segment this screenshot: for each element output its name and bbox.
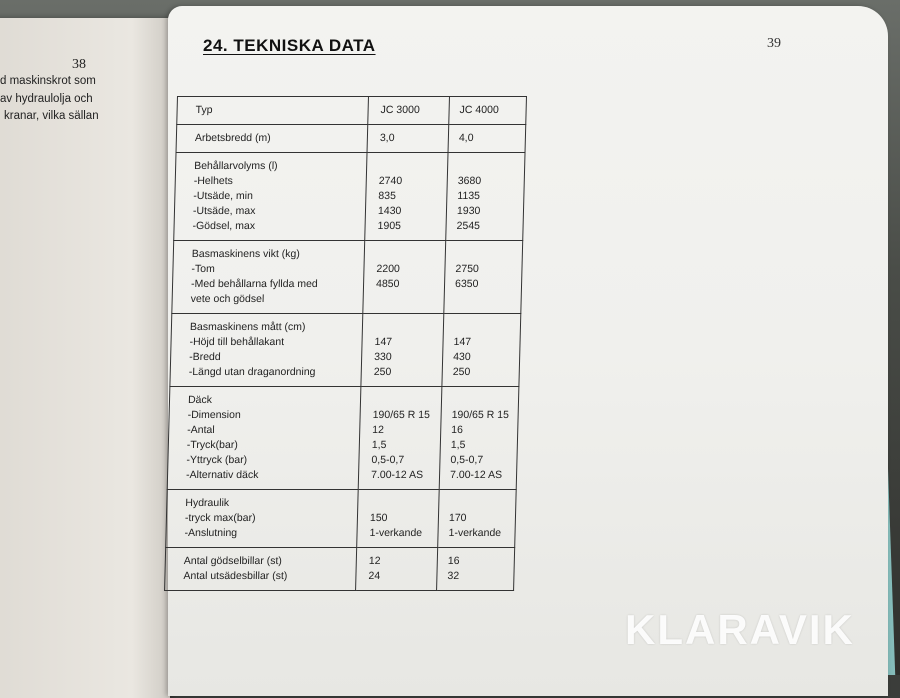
cell-line: -Utsäde, min — [193, 190, 254, 202]
jc4000-value-cell — [446, 153, 525, 241]
table-row — [177, 97, 527, 125]
cell-line: -Med behållarna fyllda med — [190, 278, 318, 290]
table-row — [176, 125, 526, 153]
cell-line: 3680 — [457, 175, 482, 187]
jc3000-value-cell — [361, 314, 444, 387]
table-row — [170, 314, 521, 387]
cell-line: 150 — [369, 512, 388, 524]
jc3000-value-cell — [363, 241, 446, 314]
cell-line: -Höjd till behållakant — [189, 336, 285, 348]
row-label-cell — [177, 97, 369, 125]
cell-line — [454, 292, 514, 307]
cell-line: 6350 — [454, 278, 479, 290]
watermark-logo: KLARAVIK — [625, 606, 855, 653]
cell-line: Antal gödselbillar (st) — [183, 555, 283, 567]
cell-line: 1930 — [456, 205, 481, 217]
jc4000-value-cell — [448, 125, 526, 153]
cell-line: Basmaskinens vikt (kg) — [191, 248, 300, 260]
cell-line: 1430 — [377, 205, 402, 217]
cell-line: 190/65 R 15 — [451, 409, 510, 421]
table-row — [172, 241, 523, 314]
cell-line: -Dimension — [187, 409, 241, 421]
cell-line: 2200 — [376, 263, 400, 275]
jc4000-value-cell — [449, 97, 527, 125]
cell-line: -Antal — [187, 424, 215, 436]
jc3000-value-cell — [367, 125, 449, 153]
left-page-number: 38 — [72, 57, 86, 72]
cell-line: 12 — [372, 424, 385, 436]
cell-line: -Bredd — [189, 351, 221, 363]
cell-line: -Helhets — [193, 175, 234, 187]
cell-line: 1-verkande — [448, 527, 502, 539]
cell-line: 330 — [374, 351, 392, 363]
cell-line: 3,0 — [379, 132, 395, 144]
jc4000-value-cell — [437, 548, 515, 591]
table-row — [174, 153, 525, 241]
table-row — [165, 548, 515, 591]
cell-line — [375, 292, 437, 307]
row-label-cell — [165, 548, 357, 591]
cell-line: 250 — [452, 366, 471, 378]
cell-line: -Alternativ däck — [185, 469, 259, 481]
row-label-cell — [176, 125, 368, 153]
cell-line: -Längd utan draganordning — [188, 366, 316, 378]
technical-data-table — [164, 96, 527, 591]
row-label-cell — [174, 153, 367, 241]
cell-line: 2750 — [455, 263, 479, 275]
cell-line: 2545 — [456, 220, 481, 232]
cell-line — [379, 159, 441, 174]
cell-line: Arbetsbredd (m) — [194, 132, 271, 144]
cell-line: 835 — [378, 190, 397, 202]
cell-line: Typ — [195, 104, 213, 116]
cell-line: 1905 — [377, 220, 402, 232]
left-text-line: av hydraulolja och — [0, 92, 93, 105]
cell-line: -Anslutning — [184, 527, 238, 539]
cell-line: 170 — [448, 512, 467, 524]
table-row — [167, 387, 519, 490]
cell-line: 4850 — [375, 278, 400, 290]
cell-line: 16 — [447, 555, 460, 567]
jc3000-value-cell — [357, 490, 440, 548]
cell-line: -Tryck(bar) — [186, 439, 238, 451]
cell-line: 147 — [453, 336, 472, 348]
cell-line: 0,5-0,7 — [450, 454, 484, 466]
cell-line — [456, 247, 516, 262]
row-label-cell — [167, 387, 361, 490]
cell-line: JC 4000 — [459, 104, 499, 116]
cell-line: -Utsäde, max — [192, 205, 256, 217]
left-page-text — [0, 73, 140, 126]
page-heading: 24. TEKNISKA DATA — [203, 36, 376, 55]
right-page-number: 39 — [767, 36, 781, 51]
cell-line: 24 — [368, 570, 381, 582]
row-label-cell — [170, 314, 363, 387]
cell-line: Antal utsädesbillar (st) — [183, 570, 288, 582]
jc3000-value-cell — [356, 548, 438, 591]
cell-line: 1,5 — [371, 439, 387, 451]
jc4000-value-cell — [439, 387, 519, 490]
cell-line: 1135 — [457, 190, 481, 202]
cell-line — [452, 393, 512, 408]
cell-line: 32 — [447, 570, 460, 582]
cell-line — [454, 320, 514, 335]
left-text-line: kranar, vilka sällan — [4, 110, 99, 122]
jc3000-value-cell — [368, 97, 450, 125]
cell-line: 430 — [453, 351, 471, 363]
cell-line: -Tom — [191, 263, 215, 275]
cell-line — [449, 496, 509, 511]
cell-line: Basmaskinens mått (cm) — [189, 321, 306, 333]
cell-line: 2740 — [378, 175, 403, 187]
row-label-cell — [166, 490, 359, 548]
table-row — [166, 490, 517, 548]
cell-line: JC 3000 — [380, 104, 420, 116]
jc4000-value-cell — [438, 490, 517, 548]
cell-line: Hydraulik — [185, 497, 230, 509]
left-page — [0, 18, 170, 698]
cell-line: -tryck max(bar) — [184, 512, 256, 524]
cell-line: 7.00-12 AS — [449, 469, 503, 481]
cell-line: 4,0 — [458, 132, 474, 144]
cell-line: Behållarvolyms (l) — [194, 160, 278, 172]
cell-line — [370, 496, 432, 511]
jc4000-value-cell — [442, 314, 521, 387]
cell-line — [373, 393, 435, 408]
cell-line: -Gödsel, max — [192, 220, 256, 232]
cell-line: 0,5-0,7 — [371, 454, 405, 466]
row-label-cell — [172, 241, 365, 314]
left-text-line: d maskinskrot som — [0, 75, 96, 87]
cell-line: vete och gödsel — [190, 293, 265, 305]
cell-line: 16 — [451, 424, 464, 436]
cell-line — [458, 159, 518, 174]
cell-line: -Yttryck (bar) — [186, 454, 248, 466]
cell-line: 1-verkande — [369, 527, 423, 539]
cell-line: 1,5 — [450, 439, 466, 451]
jc4000-value-cell — [444, 241, 523, 314]
cell-line: 250 — [373, 366, 392, 378]
cell-line: Däck — [187, 394, 213, 406]
cell-line: 7.00-12 AS — [370, 469, 424, 481]
cell-line — [377, 247, 439, 262]
jc3000-value-cell — [358, 387, 442, 490]
cell-line: 12 — [368, 555, 381, 567]
jc3000-value-cell — [365, 153, 448, 241]
cell-line: 190/65 R 15 — [372, 409, 431, 421]
cell-line: 147 — [374, 336, 393, 348]
cell-line — [375, 320, 437, 335]
